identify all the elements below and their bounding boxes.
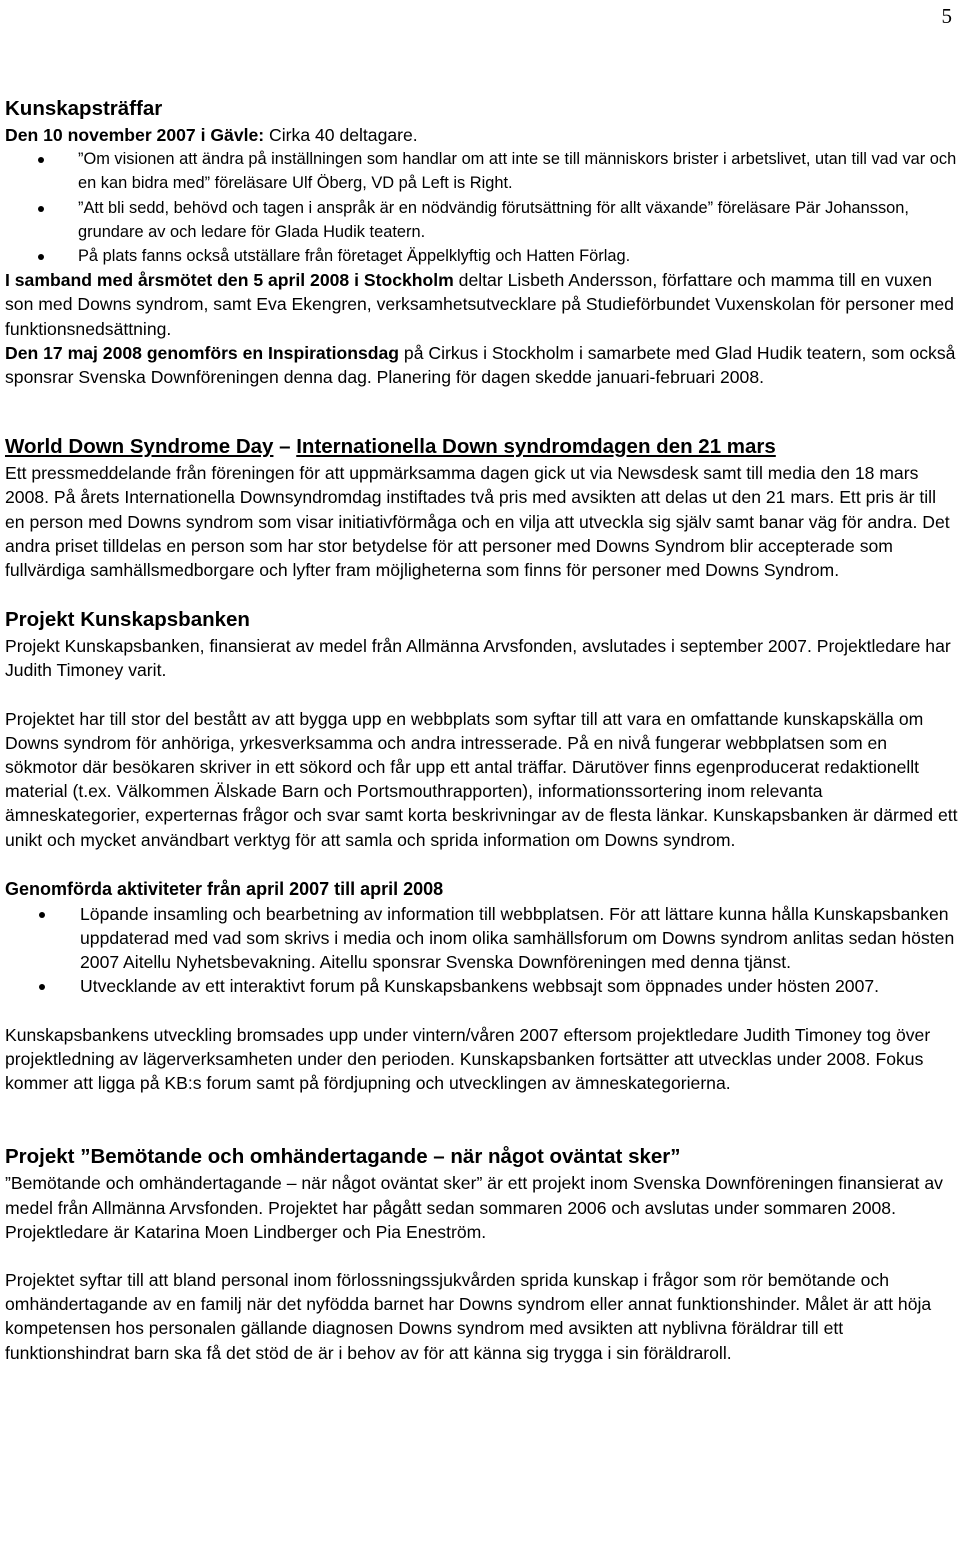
spacer xyxy=(5,683,959,707)
arsmote-lead: I samband med årsmötet den 5 april 2008 i Stockholm xyxy=(5,270,454,291)
list-item-text: ”Att bli sedd, behövd och tagen i anspråk är en nödvändig förutsättning för allt växande” föreläsare Pär Johansson, grundare av och ledare för Glada Hudik teatern. xyxy=(78,198,909,241)
list-item xyxy=(5,196,959,244)
arsmote-paragraph xyxy=(5,268,959,341)
intro-date: Den 10 november 2007 i Gävle: xyxy=(5,125,265,145)
spacer xyxy=(5,1244,959,1268)
arsmote-rest: deltar Lisbeth Andersson, författare och mamma till en vuxen son med Downs syndrom, samt Eva Ekengren, verksamhetsutvecklare på Studieförbundet Vuxenskolan för personer med funktionsnedsättning. xyxy=(5,270,954,339)
kunskapsbanken-description: Projektet har till stor del bestått av att bygga upp en webbplats som syftar till att vara en omfattande kunskapskälla om Downs syndrom för anhöriga, yrkesverksamma och andra intresserade. På en nivå fungerar webbplatsen som en sökmotor där besökaren skriver in ett sökord och får upp ett antal träffar. Därutöver finns egenproducerat redaktionellt material (t.ex. Välkommen Älskade Barn och Portsmouthrapporten), informationssortering inom relevanta ämneskategorier, experternas frågor och svar samt korta beskrivningar av de flesta länkar. Kunskapsbanken är därmed ett unikt och mycket användbart verktyg för att samla och sprida information om Downs syndrom. xyxy=(5,708,958,850)
wdsd-paragraph: Ett pressmeddelande från föreningen för att uppmärksamma dagen gick ut via Newsdesk samt till media den 18 mars 2008. På årets Internationella Downsyndromdag instiftades två pris med avsikten att delas ut den 21 mars. Ett pris är till en person med Downs syndrom som visar initiativförmåga och en vilja att utveckla sig själv samt banar väg för andra. Det andra priset tilldelas en person som har stor betydelse för att personer med Downs Syndrom blir accepterade som fullvärdiga samhällsmedborgare och lyfter fram möjligheterna som finns för personer med Downs Syndrom. xyxy=(5,463,950,581)
section-projekt-bemotande xyxy=(5,1143,959,1364)
intro-line xyxy=(5,123,959,147)
section-world-down-syndrome-day xyxy=(5,433,959,582)
spacer xyxy=(5,852,959,876)
list-item-text: Löpande insamling och bearbetning av information till webbplatsen. För att lättare kunna hålla Kunskapsbanken uppdaterad med vad som skrivs i media och inom olika samhällsforum om Downs syndrom anlitas sedan hösten 2007 Aitellu Nyhetsbevakning. Aitellu sponsrar Svenska Downföreningen med denna tjänst. xyxy=(80,903,955,973)
list-item xyxy=(5,974,959,998)
section-projekt-kunskapsbanken xyxy=(5,606,959,1095)
title-part-internationella: Internationella Down syndromdagen den 21 mars xyxy=(296,435,776,459)
bemotande-purpose: Projektet syftar till att bland personal inom förlossningssjukvården sprida kunskap i frågor som rör bemötande och omhändertagande av en familj när det nyfödda barnet har Downs syndrom eller annat funktionshinder. Målet är att höja kompetensen hos personalen gällande diagnosen Downs syndrom med avsikten att nyblivna föräldrar till ett funktionshindrat barn ska få det stöd de är i behov av för att känna sig trygga i sin föräldraroll. xyxy=(5,1269,932,1363)
page-content xyxy=(5,95,959,1365)
bullet-icon xyxy=(38,157,44,163)
bemotande-intro: ”Bemötande och omhändertagande – när något oväntat sker” är ett projekt inom Svenska Downföreningen finansierat av medel från Allmänna Arvsfonden. Projektet har pågått sedan sommaren 2006 och avslutas under sommaren 2008. Projektledare är Katarina Moen Lindberger och Pia Eneström. xyxy=(5,1173,943,1242)
list-item-text: ”Om visionen att ändra på inställningen som handlar om att inte se till människors brister i arbetslivet, utan till vad var och en kan bidra med” föreläsare Ulf Öberg, VD på Left is Right. xyxy=(78,150,957,193)
bullet-icon xyxy=(39,984,45,990)
kunskapstraffar-bullet-list xyxy=(5,147,959,268)
kunskapsbanken-intro: Projekt Kunskapsbanken, finansierat av medel från Allmänna Arvsfonden, avslutades i september 2007. Projektledare har Judith Timoney varit. xyxy=(5,636,951,681)
title-part-wdsd: World Down Syndrome Day xyxy=(5,435,274,459)
list-item xyxy=(5,244,959,268)
section-kunskapstraffar xyxy=(5,95,959,389)
section-title-kunskapstraffar: Kunskapsträffar xyxy=(5,97,163,120)
activities-title-text: Genomförda aktiviteter från april 2007 till april 2008 xyxy=(5,878,444,899)
activities-bullet-list xyxy=(5,902,959,999)
bullet-icon xyxy=(38,206,44,212)
list-item xyxy=(5,147,959,195)
list-item xyxy=(5,902,959,975)
inspirationsdag-paragraph xyxy=(5,341,959,389)
list-item-text: Utvecklande av ett interaktivt forum på Kunskapsbankens webbsajt som öppnades under hösten 2007. xyxy=(80,976,880,997)
bullet-icon xyxy=(38,254,44,260)
inspirationsdag-lead: Den 17 maj 2008 genomförs en Inspirationsdag xyxy=(5,342,400,363)
bullet-icon xyxy=(39,912,45,918)
inspirationsdag-rest: på Cirkus i Stockholm i samarbete med Glad Hudik teatern, som också sponsrar Svenska Downföreningen denna dag. Planering för dagen skedde januari-februari 2008. xyxy=(5,342,956,388)
intro-rest: Cirka 40 deltagare. xyxy=(264,125,418,145)
section-title-wdsd xyxy=(5,433,959,461)
page-number: 5 xyxy=(941,4,952,28)
activities-title xyxy=(5,876,959,902)
spacer xyxy=(5,582,959,606)
section-title-bemotande: Projekt ”Bemötande och omhändertagande – när något oväntat sker” xyxy=(5,1145,681,1169)
spacer xyxy=(5,999,959,1023)
list-item-text: På plats fanns också utställare från företaget Äppelklyftig och Hatten Förlag. xyxy=(78,247,631,266)
spacer xyxy=(5,389,959,413)
kunskapsbanken-development: Kunskapsbankens utveckling bromsades upp under vintern/våren 2007 eftersom projektledare Judith Timoney tog över projektledning av lägerverksamheten under den perioden. Kunskapsbanken fortsätter att utvecklas under 2008. Fokus kommer att ligga på KB:s forum samt på fördjupning och utvecklingen av ämneskategorierna. xyxy=(5,1024,931,1094)
section-title-kunskapsbanken: Projekt Kunskapsbanken xyxy=(5,608,250,632)
title-part-dash: – xyxy=(273,435,297,459)
spacer xyxy=(5,1095,959,1143)
